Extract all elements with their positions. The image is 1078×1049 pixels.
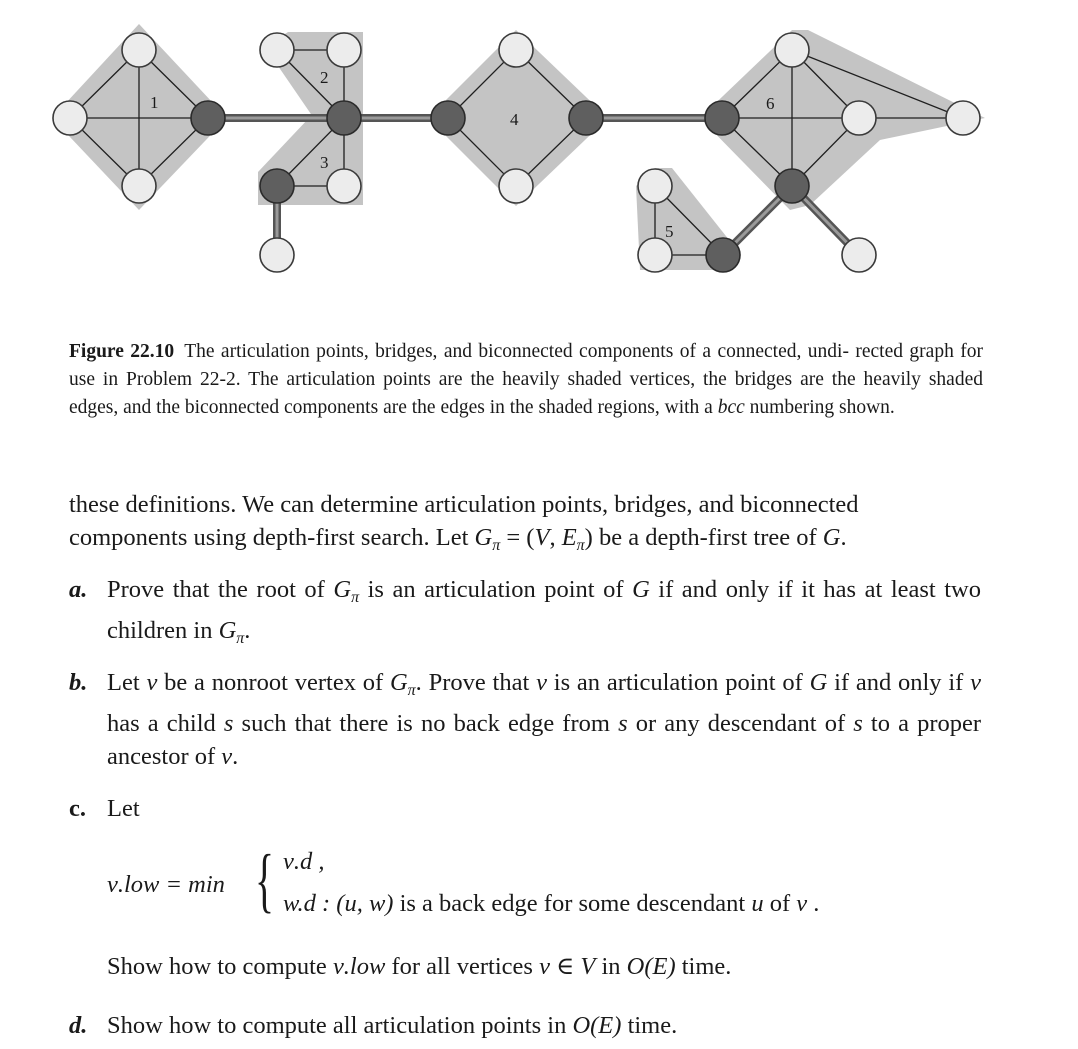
- bcc-label-3: 3: [320, 153, 329, 172]
- item-b-text: Let ν be a nonroot vertex of $G_\pi$. Prove that ν is an articulation point of G if and only if ν has a child s such that there is no back edge from s or any descendant of s to a proper ancestor of ν.: [107, 669, 982, 770]
- item-c-label: c.: [69, 795, 86, 822]
- item-d-text: Show how to compute all articulation points in O(E) time.: [107, 1012, 678, 1039]
- articulation-vertex: [706, 238, 740, 272]
- articulation-vertex: [705, 101, 739, 135]
- vertex: [775, 33, 809, 67]
- intro-paragraph: these definitions. We can determine articulation points, bridges, and biconnected components using depth-first search. Let $G_\pi = (V$, $E_\pi$) be a depth-first tree of G.: [69, 491, 859, 554]
- articulation-vertex: [191, 101, 225, 135]
- vertex: [946, 101, 980, 135]
- articulation-vertex: [569, 101, 603, 135]
- item-a: [69, 573, 981, 655]
- vertex: [260, 238, 294, 272]
- bcc-label-4: 4: [510, 110, 519, 129]
- formula-brace: {: [255, 840, 275, 920]
- bcc-label-6: 6: [766, 94, 775, 113]
- bcc-label-1: 1: [150, 93, 159, 112]
- formula-line-1: ν.d ,: [283, 848, 325, 875]
- figure-caption: Figure 22.10 The articulation points, bridges, and biconnected components of a connected, undi- rected graph for use in Problem 22-2. The articulation points are the heavily shaded vertices, the bridges are the heavily shaded edges, and the biconnected components are the edges in the shaded regions, with a bcc numbering shown.: [69, 341, 983, 418]
- graph-figure: [0, 0, 1078, 290]
- bcc-label-5: 5: [665, 222, 674, 241]
- item-d: [69, 1009, 981, 1042]
- vertex: [122, 169, 156, 203]
- item-a-text: Prove that the root of $G_\pi$ is an articulation point of G if and only if it has at least two children in $G_\pi$.: [107, 576, 981, 647]
- vertex: [842, 101, 876, 135]
- item-b-label: b.: [69, 669, 88, 696]
- formula-lhs: ν.low = min: [107, 871, 225, 898]
- articulation-vertex: [260, 169, 294, 203]
- vertex: [499, 169, 533, 203]
- vertex: [327, 169, 361, 203]
- vertex: [499, 33, 533, 67]
- bcc-label-2: 2: [320, 68, 329, 87]
- vertex: [638, 238, 672, 272]
- vertex: [53, 101, 87, 135]
- figure-label: Figure 22.10: [69, 341, 175, 362]
- item-b: [69, 666, 981, 773]
- formula-line-2: w.d : (u, w) is a back edge for some descendant u of ν .: [283, 890, 820, 917]
- articulation-vertex: [775, 169, 809, 203]
- item-a-label: a.: [69, 576, 88, 603]
- low-formula: [107, 842, 967, 932]
- item-c: [69, 792, 981, 825]
- articulation-vertex: [327, 101, 361, 135]
- item-c-show: Show how to compute ν.low for all vertices ν ∈ V in O(E) time.: [107, 953, 732, 980]
- vertex: [260, 33, 294, 67]
- item-c-text: Let: [107, 795, 140, 822]
- vertex: [638, 169, 672, 203]
- articulation-vertex: [431, 101, 465, 135]
- vertex: [122, 33, 156, 67]
- vertex: [842, 238, 876, 272]
- item-d-label: d.: [69, 1012, 88, 1039]
- vertex: [327, 33, 361, 67]
